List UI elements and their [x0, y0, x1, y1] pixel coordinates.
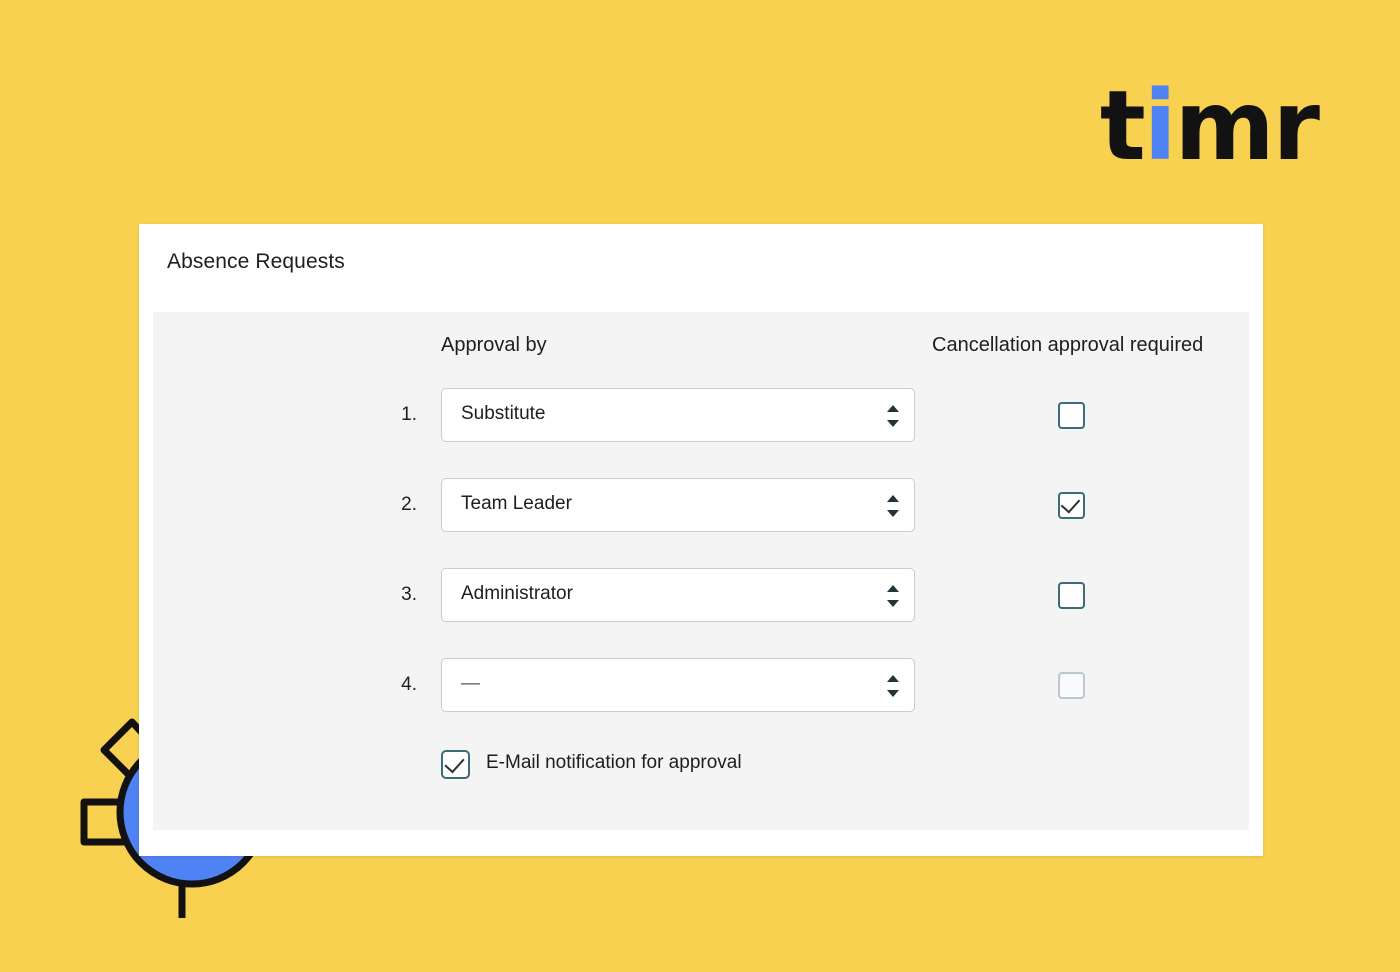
approval-level-2-select[interactable] [441, 478, 915, 532]
cancellation-approval-checkbox-2[interactable] [1058, 492, 1085, 519]
email-notification-checkbox[interactable] [441, 750, 470, 779]
email-notification-label: E-Mail notification for approval [486, 752, 742, 773]
row-index: 3. [401, 584, 417, 605]
table-header [153, 312, 1249, 372]
check-icon [444, 753, 464, 774]
table-row [153, 642, 1249, 732]
chevron-updown-icon[interactable] [887, 584, 899, 608]
approval-level-1-select[interactable] [441, 388, 915, 442]
cancellation-approval-checkbox-1[interactable] [1058, 402, 1085, 429]
approval-rows [153, 372, 1249, 732]
logo-dot-letter: i [1143, 70, 1175, 182]
cancellation-approval-checkbox-4 [1058, 672, 1085, 699]
cancellation-approval-checkbox-3[interactable] [1058, 582, 1085, 609]
approval-level-2-value: Team Leader [461, 493, 572, 514]
approval-level-4-select[interactable] [441, 658, 915, 712]
column-header-cancellation-approval: Cancellation approval required [932, 334, 1204, 356]
row-index: 1. [401, 404, 417, 425]
page-title: Absence Requests [167, 250, 345, 273]
logo-text-after: mr [1174, 70, 1318, 182]
row-index: 2. [401, 494, 417, 515]
email-notification-row [153, 732, 1249, 802]
column-header-approval-by: Approval by [441, 334, 547, 356]
approval-level-4-value: — [461, 673, 481, 694]
approval-level-3-value: Administrator [461, 583, 573, 604]
chevron-updown-icon[interactable] [887, 674, 899, 698]
timr-logo [1099, 70, 1318, 182]
chevron-updown-icon[interactable] [887, 494, 899, 518]
table-row [153, 462, 1249, 552]
approval-settings-panel [153, 312, 1249, 830]
chevron-updown-icon[interactable] [887, 404, 899, 428]
row-index: 4. [401, 674, 417, 695]
logo-text-before: t [1099, 70, 1144, 182]
approval-level-3-select[interactable] [441, 568, 915, 622]
table-row [153, 372, 1249, 462]
check-icon [1061, 494, 1081, 514]
absence-requests-card [139, 224, 1263, 856]
approval-level-1-value: Substitute [461, 403, 546, 424]
table-row [153, 552, 1249, 642]
